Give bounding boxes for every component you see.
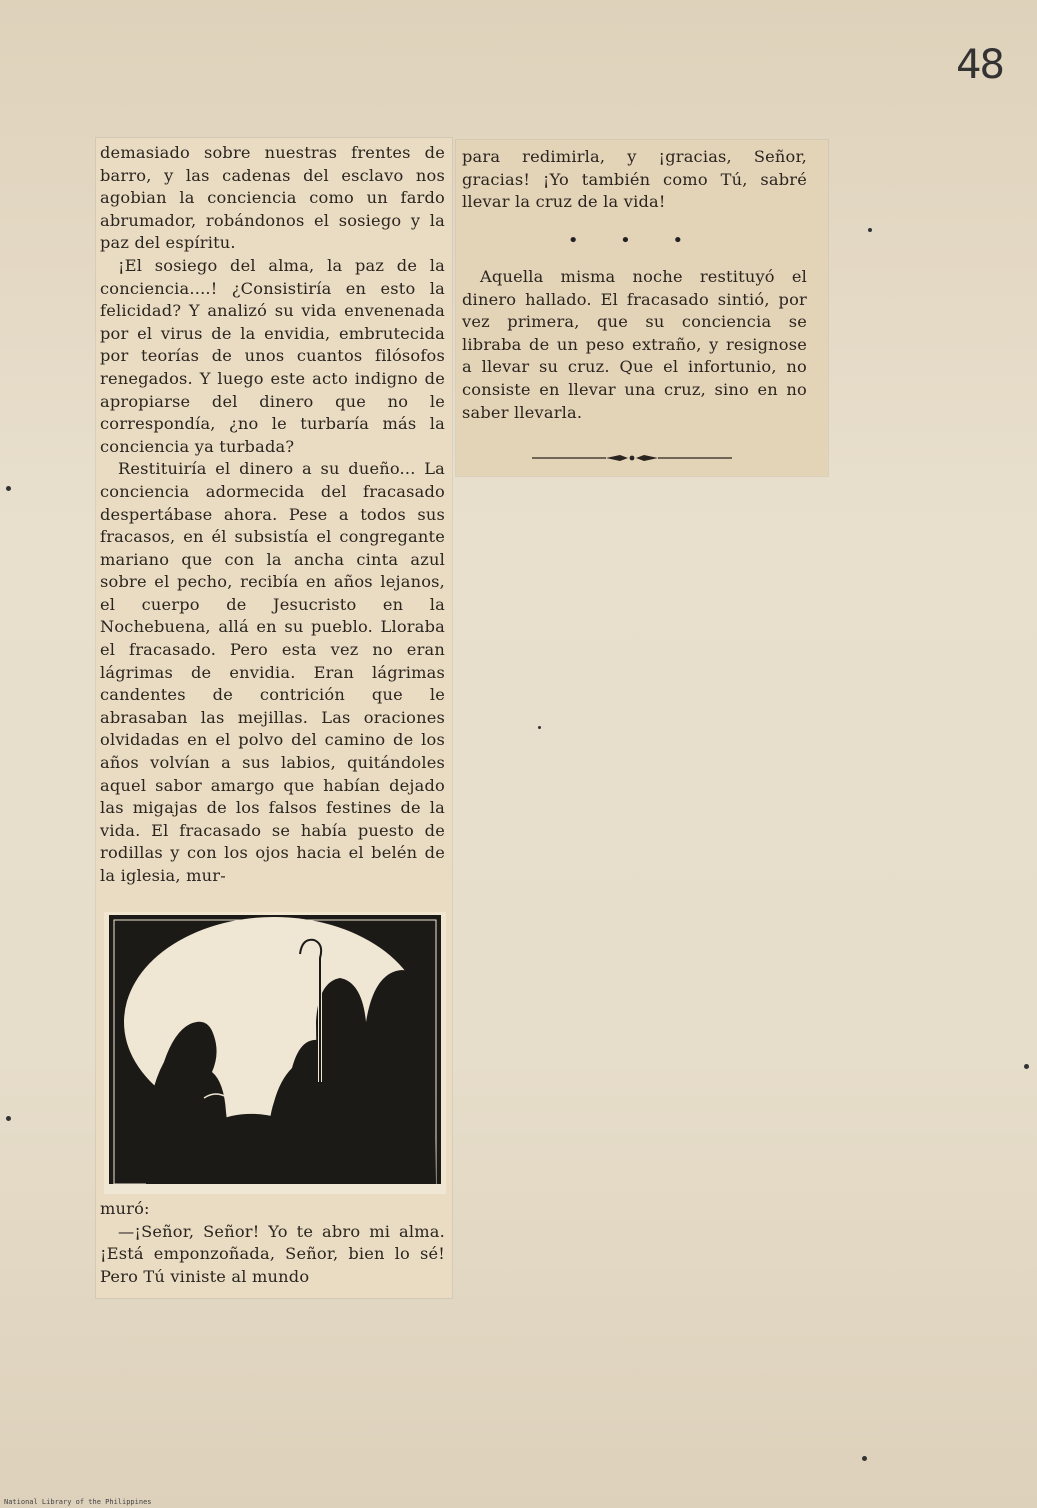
left-column-continuation [100,1198,445,1288]
section-break-dots: • • • [567,230,702,251]
page-number: 48 [956,42,1003,88]
nativity-silhouette-image [104,912,446,1194]
paper-speck [6,486,11,491]
paper-speck [862,1456,867,1461]
right-column-closing [462,266,807,424]
paragraph: Aquella misma noche restituyó el dinero hallado. El fracasado sintió, por vez primera, que su conciencia se libraba de un peso extraño, y resignose a llevar su cruz. Que el infortunio, no consiste en llevar una cruz, sino en no saber llevarla. [462,267,807,422]
paragraph: muró: [100,1199,150,1218]
end-ornament [532,450,732,466]
paper-speck [868,228,872,232]
paper-speck [1024,1064,1029,1069]
paper-speck [6,1116,11,1121]
paragraph: para redimirla, y ¡gracias, Señor, gracias! ¡Yo también como Tú, sabré llevar la cruz de la vida! [462,147,807,212]
footer-credit: National Library of the Philippines [4,1498,152,1506]
nativity-illustration [104,912,446,1194]
paragraph: ¡El sosiego del alma, la paz de la conciencia....! ¿Consistiría en esto la felicidad? Y analizó su vida envenenada por el virus de la envidia, embrutecida por teorías de unos cuantos filósofos renegados. Y luego este acto indigno de apropiarse del dinero que no le correspondía, ¿no le turbaría más la conciencia ya turbada? [100,255,445,456]
paper-speck [538,726,541,729]
paragraph: Restituiría el dinero a su dueño... La conciencia adormecida del fracasado despertábase ahora. Pese a todos sus fracasos, en él subsistía el congregante mariano que con la ancha cinta azul sobre el pecho, recibía en años lejanos, el cuerpo de Jesucristo en la Nochebuena, allá en su pueblo. Lloraba el fracasado. Pero esta vez no eran lágrimas de envidia. Eran lágrimas candentes de contrición que le abrasaban las mejillas. Las oraciones olvidadas en el polvo del camino de los años volvían a sus labios, quitándoles aquel sabor amargo que habían dejado las migajas de los falsos festines de la vida. El fracasado se había puesto de rodillas y con los ojos hacia el belén de la iglesia, mur- [100,459,445,885]
paragraph: demasiado sobre nuestras frentes de barro, y las cadenas del esclavo nos agobian la conciencia como un fardo abrumador, robándonos el sosiego y la paz del espíritu. [100,143,445,253]
paragraph: —¡Señor, Señor! Yo te abro mi alma. ¡Está emponzoñada, Señor, bien lo sé! Pero Tú viniste al mundo [100,1221,445,1286]
left-column-text [100,142,445,888]
right-column-text [462,146,807,214]
